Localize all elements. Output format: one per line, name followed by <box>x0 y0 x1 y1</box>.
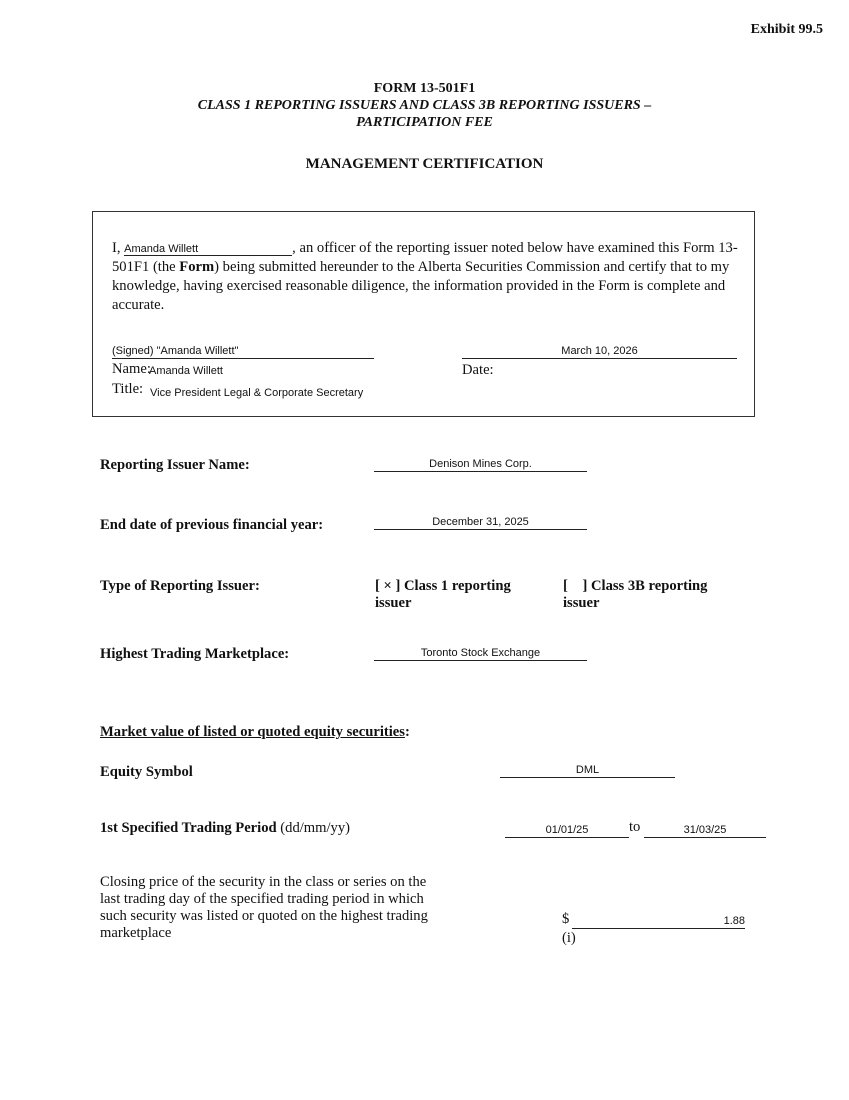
market-value-heading-colon: : <box>404 724 410 740</box>
class3b-checkbox[interactable]: [ ] <box>563 578 588 594</box>
intro-text-1: , an officer of the reporting issuer noted below have examined this Form 13-501F1 (the <box>112 240 738 275</box>
class3b-option <box>563 578 707 612</box>
form-subtitle-line1: CLASS 1 REPORTING ISSUERS AND CLASS 3B REPORTING ISSUERS – <box>197 98 652 113</box>
market-value-heading <box>100 724 410 741</box>
equity-symbol-field: DML <box>500 763 675 778</box>
title-value: Vice President Legal & Corporate Secretary <box>150 387 364 399</box>
closing-text-line1: Closing price of the security in the class or series on the <box>100 874 427 890</box>
form-subtitle-line2: PARTICIPATION FEE <box>356 115 493 130</box>
form-word: Form <box>179 259 215 275</box>
trading-period-label-text: 1st Specified Trading Period <box>100 820 277 836</box>
closing-text-line4: marketplace <box>100 925 172 941</box>
class1-label-line1: Class 1 reporting <box>404 578 511 594</box>
class3b-label-line2: issuer <box>563 595 600 611</box>
class3b-label-line1: Class 3B reporting <box>590 578 708 594</box>
closing-price-description <box>100 874 428 942</box>
currency-symbol: $ <box>562 911 570 927</box>
date-label: Date: <box>462 362 494 378</box>
form-number: FORM 13-501F1 <box>373 81 476 96</box>
exhibit-label: Exhibit 99.5 <box>750 22 823 37</box>
title-label: Title: <box>112 381 144 397</box>
marketplace-field: Toronto Stock Exchange <box>374 646 587 661</box>
class1-label-line2: issuer <box>375 595 412 611</box>
intro-text-2: ) being submitted hereunder to the Alberta Securities Commission and certify that to my knowledge, having exercised reasonable diligence, the information provided in the Form is complete and accurate. <box>112 259 730 313</box>
name-value: Amanda Willett <box>149 365 223 377</box>
closing-text-line3: such security was listed or quoted on the highest trading <box>100 908 428 924</box>
period-to-word: to <box>629 819 641 835</box>
period-from-field: 01/01/25 <box>505 823 629 838</box>
closing-text-line2: last trading day of the specified trading period in which <box>100 891 424 907</box>
signature-field: (Signed) "Amanda Willett" <box>112 345 374 359</box>
class1-checkbox[interactable]: [ × ] <box>375 578 401 594</box>
section-title: MANAGEMENT CERTIFICATION <box>305 156 544 172</box>
issuer-name-label: Reporting Issuer Name: <box>100 457 250 473</box>
marketplace-label: Highest Trading Marketplace: <box>100 646 290 662</box>
market-value-heading-text: Market value of listed or quoted equity securities <box>100 724 405 740</box>
officer-name-field: Amanda Willett <box>124 243 292 256</box>
fiscal-year-end-label: End date of previous financial year: <box>100 517 324 533</box>
trading-period-label <box>100 820 350 837</box>
issuer-type-label: Type of Reporting Issuer: <box>100 578 260 594</box>
date-field: March 10, 2026 <box>462 345 737 359</box>
period-to-field: 31/03/25 <box>644 823 766 838</box>
item-reference: (i) <box>562 930 576 946</box>
closing-price-field: 1.88 <box>572 914 745 929</box>
trading-period-format: (dd/mm/yy) <box>280 820 351 836</box>
fiscal-year-end-field: December 31, 2025 <box>374 515 587 530</box>
name-label: Name: <box>112 361 151 377</box>
intro-prefix: I, <box>112 240 125 256</box>
issuer-name-field: Denison Mines Corp. <box>374 457 587 472</box>
class1-option <box>375 578 511 612</box>
certification-statement <box>112 239 752 315</box>
equity-symbol-label: Equity Symbol <box>100 764 193 780</box>
